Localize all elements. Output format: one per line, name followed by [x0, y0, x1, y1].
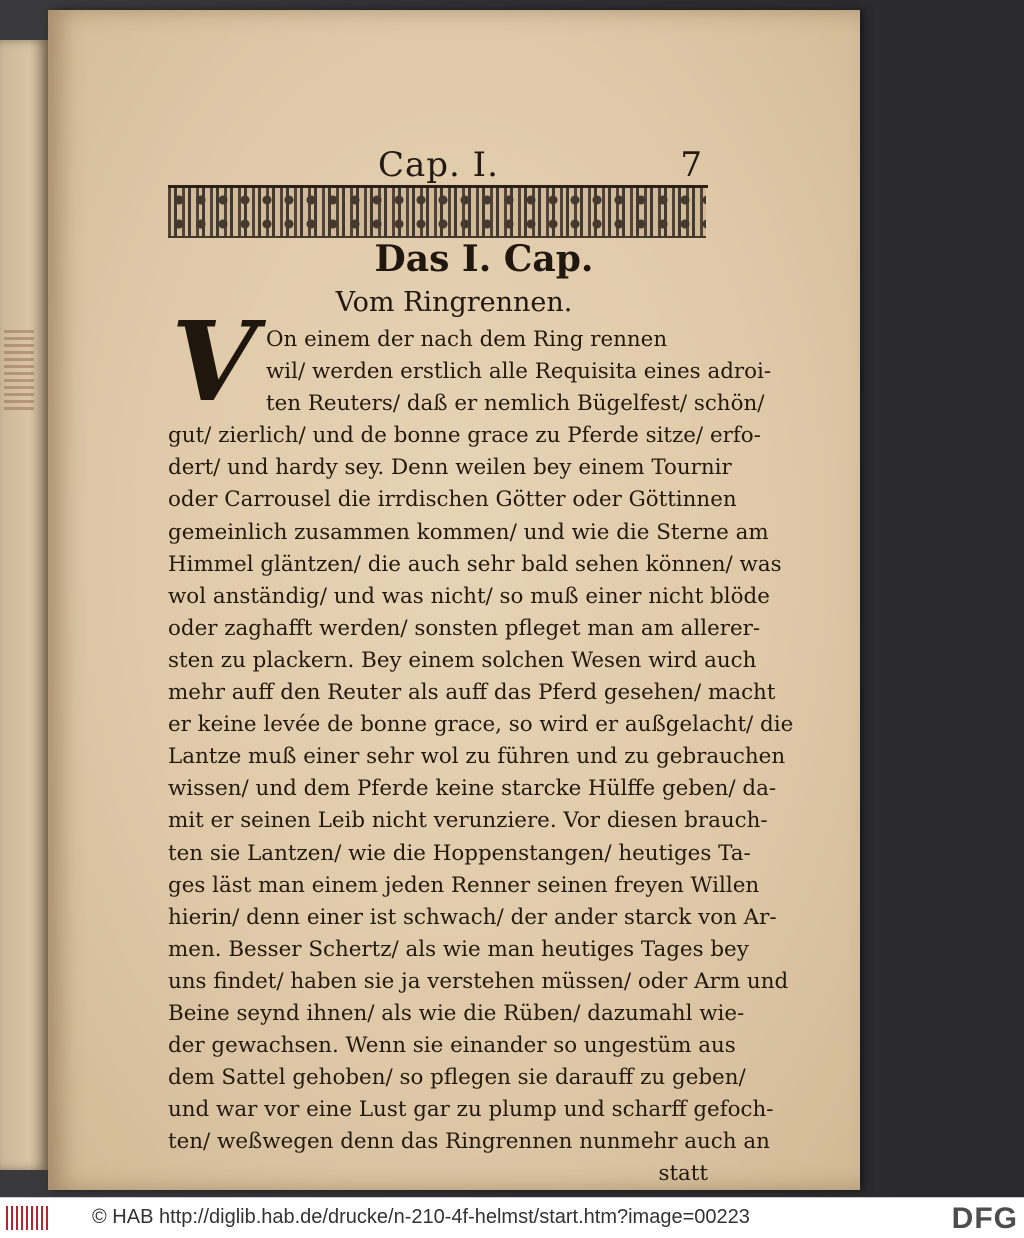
text-line: wissen/ und dem Pferde keine starcke Hülffe geben/ da-: [168, 776, 777, 802]
text-line: oder zaghafft werden/ sonsten pfleget man am allerer-: [168, 615, 761, 641]
previous-page-edge: [0, 40, 48, 1170]
text-line: oder Carrousel die irrdischen Götter oder Göttinnen: [168, 487, 737, 513]
text-line: dem Sattel gehoben/ so pflegen sie darauff zu geben/: [168, 1065, 746, 1091]
text-line: Himmel gläntzen/ die auch sehr bald sehen können/ was: [168, 551, 782, 577]
text-line: er keine levée de bonne grace, so wird er außgelacht/ die: [168, 712, 794, 738]
text-line: ten sie Lantzen/ wie die Hoppenstangen/ heutiges Ta-: [168, 840, 751, 866]
text-line: und war vor eine Lust gar zu plump und scharff gefoch-: [168, 1097, 774, 1123]
decorated-initial: V: [171, 297, 257, 426]
text-line: dert/ und hardy sey. Denn weilen bey einem Tournir: [168, 455, 732, 481]
text-line: gut/ zierlich/ und de bonne grace zu Pferde sitze/ erfo-: [168, 423, 761, 449]
page-number: 7: [680, 145, 702, 185]
text-line: ges läst man einem jeden Renner seinen freyen Willen: [168, 872, 760, 898]
catchword: statt: [658, 1161, 708, 1187]
text-line: uns findet/ haben sie ja verstehen müssen/ oder Arm und: [168, 968, 789, 994]
chapter-title: Das I. Cap.: [374, 238, 594, 280]
dfg-logo: DFG: [951, 1202, 1018, 1235]
text-line: mehr auff den Reuter als auff das Pferd gesehen/ macht: [168, 680, 776, 706]
footer-bar: [0, 1197, 1024, 1238]
hab-logo-icon: [6, 1206, 50, 1230]
citation-link[interactable]: © HAB http://diglib.hab.de/drucke/n-210-4f-helmst/start.htm?image=00223: [92, 1206, 750, 1228]
previous-page-stamp: [4, 330, 34, 410]
text-line: hierin/ denn einer ist schwach/ der ander starck von Ar-: [168, 904, 777, 930]
text-line: gemeinlich zusammen kommen/ und wie die Sterne am: [168, 519, 769, 545]
text-line: der gewachsen. Wenn sie einander so ungestüm aus: [168, 1033, 736, 1059]
book-page: [48, 10, 860, 1190]
text-line: Beine seynd ihnen/ als wie die Rüben/ dazumahl wie-: [168, 1000, 745, 1026]
body-text: [168, 324, 794, 1191]
text-line: ten Reuters/ daß er nemlich Bügelfest/ schön/: [266, 391, 765, 417]
running-head: Cap. I.: [378, 145, 499, 185]
text-line: On einem der nach dem Ring rennen: [266, 327, 668, 352]
section-title: Vom Ringrennen.: [335, 287, 573, 318]
text-line: Lantze muß einer sehr wol zu führen und zu gebrauchen: [168, 744, 786, 770]
page-header: [168, 145, 708, 188]
text-line: ten/ weßwegen denn das Ringrennen nunmehr auch an: [168, 1129, 770, 1155]
text-line: wil/ werden erstlich alle Requisita eines adroi-: [266, 359, 772, 385]
text-line: men. Besser Schertz/ als wie man heutiges Tages bey: [168, 936, 749, 962]
text-line: mit er seinen Leib nicht verunziere. Vor diesen brauch-: [168, 808, 768, 834]
text-line: sten zu plackern. Bey einem solchen Wesen wird auch: [168, 647, 757, 673]
text-line: wol anständig/ und was nicht/ so muß einer nicht blöde: [168, 583, 770, 609]
decorative-border: [168, 186, 706, 238]
